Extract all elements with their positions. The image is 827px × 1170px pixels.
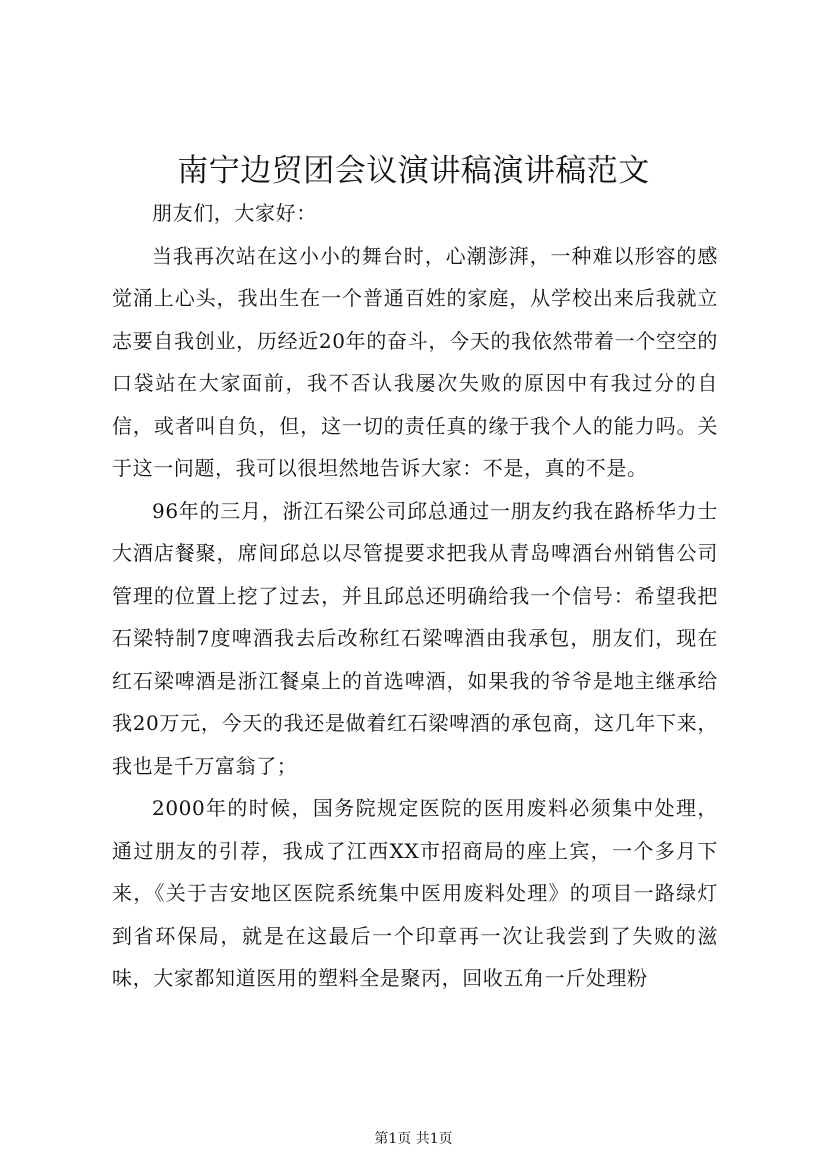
document-body: [112, 192, 718, 1000]
paragraph-2: 96年的三月，浙江石梁公司邱总通过一朋友约我在路桥华力士大酒店餐聚，席间邱总以尽管提要求把我从青岛啤酒台州销售公司管理的位置上挖了过去，并且邱总还明确给我一个信号：希望我把石梁特制7度啤酒我去后改称红石梁啤酒由我承包，朋友们，现在红石梁啤酒是浙江餐桌上的首选啤酒，如果我的爷爷是地主继承给我20万元，今天的我还是做着红石梁啤酒的承包商，这几年下来，我也是千万富翁了；: [112, 498, 718, 778]
paragraph-3: 2000年的时候，国务院规定医院的医用废料必须集中处理，通过朋友的引荐，我成了江西XX市招商局的座上宾，一个多月下来，《关于吉安地区医院系统集中医用废料处理》的项目一路绿灯到省环保局，就是在这最后一个印章再一次让我尝到了失败的滋味，大家都知道医用的塑料全是聚丙，回收五角一斤处理粉: [112, 796, 718, 990]
page-footer: [0, 1128, 827, 1148]
paragraph-greeting: 朋友们，大家好：: [152, 201, 317, 225]
page-number-label: 第1页 共1页: [374, 1131, 453, 1147]
document-title: 南宁边贸团会议演讲稿演讲稿范文: [177, 153, 650, 189]
paragraph-1: 当我再次站在这小小的舞台时，心潮澎湃，一种难以形容的感觉涌上心头，我出生在一个普通百姓的家庭，从学校出来后我就立志要自我创业，历经近20年的奋斗，今天的我依然带着一个空空的口袋站在大家面前，我不否认我屡次失败的原因中有我过分的自信，或者叫自负，但，这一切的责任真的缘于我个人的能力吗。关于这一问题，我可以很坦然地告诉大家：不是，真的不是。: [112, 243, 718, 480]
